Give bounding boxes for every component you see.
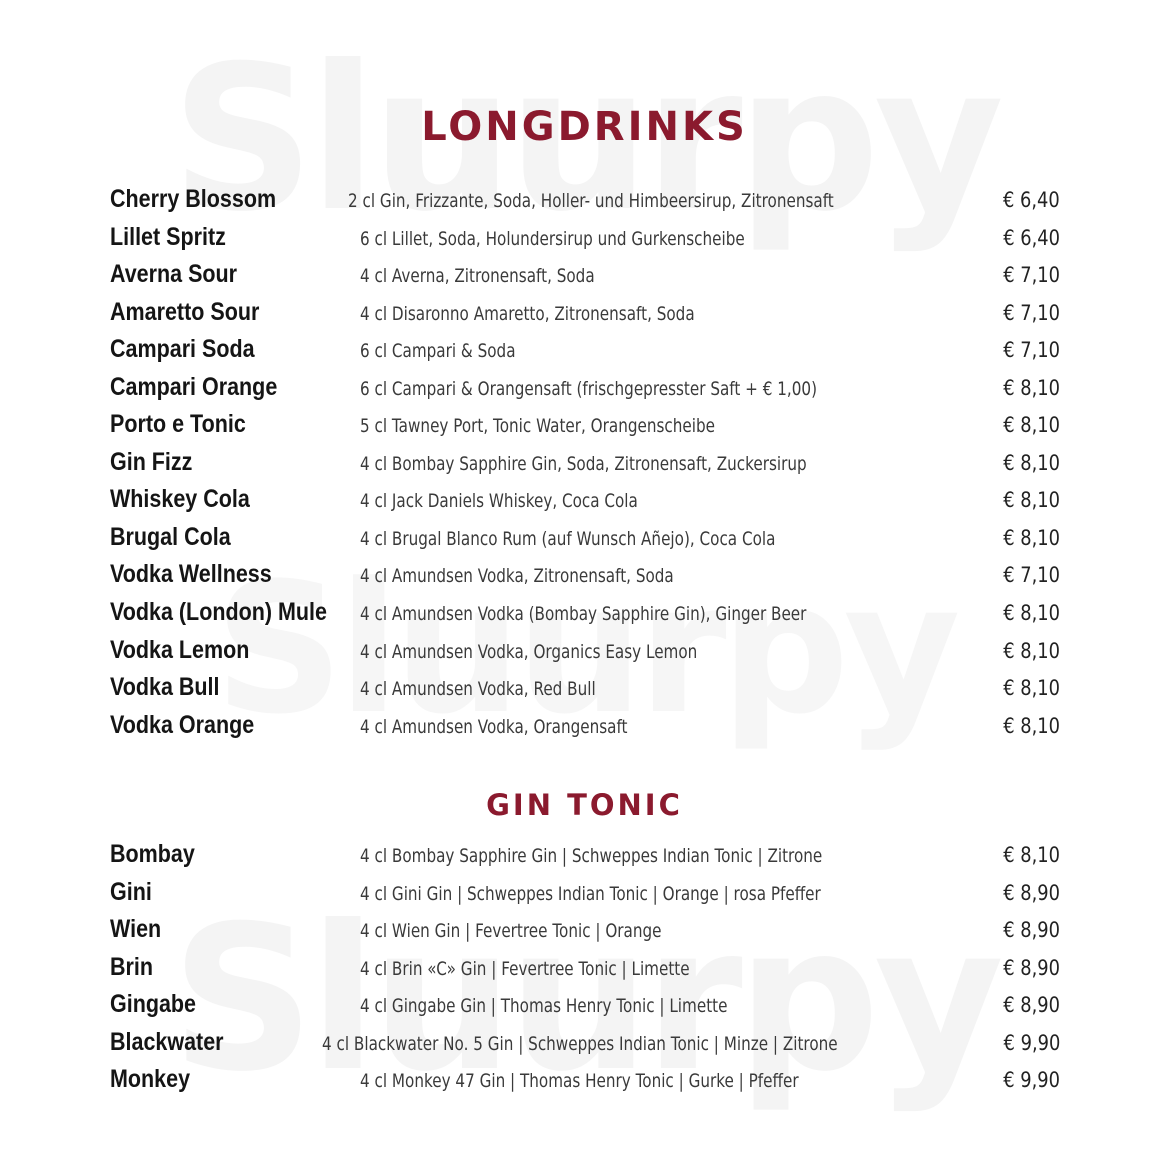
- item-price: € 9,90: [1003, 1068, 1060, 1093]
- item-name: Brin: [110, 952, 153, 981]
- item-name: Whiskey Cola: [110, 485, 250, 514]
- item-name: Bombay: [110, 840, 195, 868]
- menu-item: [110, 598, 1060, 636]
- item-name: Cherry Blossom: [110, 185, 277, 213]
- item-name: Gingabe: [110, 990, 197, 1019]
- item-price: € 8,10: [1003, 843, 1060, 867]
- item-description: 4 cl Bombay Sapphire Gin | Schweppes Indian Tonic | Zitrone: [360, 845, 823, 867]
- item-price: € 8,90: [1003, 918, 1060, 943]
- item-description: 4 cl Amundsen Vodka, Orangensaft: [360, 715, 628, 738]
- item-price: € 7,10: [1003, 263, 1060, 288]
- item-name: Averna Sour: [110, 260, 238, 289]
- item-description: 6 cl Lillet, Soda, Holundersirup und Gurkenscheibe: [360, 227, 745, 250]
- menu-item: [110, 373, 1060, 411]
- item-price: € 8,10: [1003, 676, 1060, 701]
- item-price: € 8,10: [1003, 601, 1060, 626]
- item-description: 4 cl Brin «C» Gin | Fevertree Tonic | Limette: [360, 957, 690, 980]
- item-name: Porto e Tonic: [110, 410, 246, 439]
- item-name: Vodka Lemon: [110, 635, 250, 664]
- item-name: Vodka (London) Mule: [110, 598, 327, 627]
- item-price: € 6,40: [1003, 225, 1060, 250]
- item-description: 5 cl Tawney Port, Tonic Water, Orangenscheibe: [360, 415, 715, 438]
- item-price: € 6,40: [1003, 188, 1060, 212]
- item-description: 4 cl Brugal Blanco Rum (auf Wunsch Añejo), Coca Cola: [360, 527, 776, 550]
- item-price: € 8,10: [1003, 713, 1060, 738]
- menu-item: [110, 298, 1060, 336]
- menu-item: [110, 878, 1060, 916]
- menu-item: [110, 636, 1060, 674]
- item-name: Campari Soda: [110, 335, 255, 364]
- item-description: 2 cl Gin, Frizzante, Soda, Holler- und Himbeersirup, Zitronensaft: [348, 190, 834, 212]
- item-description: 4 cl Wien Gin | Fevertree Tonic | Orange: [360, 920, 662, 943]
- menu-item: [110, 448, 1060, 486]
- menu-item: [110, 915, 1060, 953]
- menu-item: [110, 223, 1060, 261]
- item-name: Lillet Spritz: [110, 222, 226, 251]
- menu-item: [110, 990, 1060, 1028]
- menu-item: [110, 335, 1060, 373]
- item-description: 4 cl Averna, Zitronensaft, Soda: [360, 265, 595, 288]
- item-name: Wien: [110, 915, 162, 944]
- menu-item: [110, 410, 1060, 448]
- menu-item: [110, 1065, 1060, 1103]
- menu-item: [110, 840, 1060, 878]
- menu-item: [110, 260, 1060, 298]
- item-name: Vodka Orange: [110, 710, 255, 739]
- gin-tonic-list: [110, 840, 1060, 1103]
- item-name: Campari Orange: [110, 372, 278, 401]
- item-description: 6 cl Campari & Soda: [360, 340, 516, 363]
- item-name: Vodka Wellness: [110, 560, 272, 589]
- item-price: € 8,10: [1003, 525, 1060, 550]
- item-price: € 8,90: [1003, 955, 1060, 980]
- item-description: 4 cl Gini Gin | Schweppes Indian Tonic | Orange | rosa Pfeffer: [360, 882, 821, 905]
- item-price: € 8,10: [1003, 488, 1060, 513]
- item-name: Monkey: [110, 1065, 191, 1094]
- item-description: 4 cl Bombay Sapphire Gin, Soda, Zitronensaft, Zuckersirup: [360, 452, 807, 475]
- item-price: € 8,10: [1003, 450, 1060, 475]
- item-name: Gin Fizz: [110, 447, 193, 476]
- menu-item: [110, 523, 1060, 561]
- item-description: 4 cl Monkey 47 Gin | Thomas Henry Tonic | Gurke | Pfeffer: [360, 1070, 799, 1093]
- menu-item: [110, 485, 1060, 523]
- menu-item: [110, 1028, 1060, 1066]
- item-price: € 8,10: [1003, 413, 1060, 438]
- menu-item: [110, 185, 1060, 223]
- item-price: € 8,90: [1003, 880, 1060, 905]
- menu-item: [110, 673, 1060, 711]
- item-description: 4 cl Blackwater No. 5 Gin | Schweppes Indian Tonic | Minze | Zitrone: [322, 1032, 838, 1055]
- item-price: € 7,10: [1003, 338, 1060, 363]
- item-price: € 8,10: [1003, 638, 1060, 663]
- item-description: 4 cl Gingabe Gin | Thomas Henry Tonic | Limette: [360, 995, 728, 1018]
- item-description: 6 cl Campari & Orangensaft (frischgepresster Saft + € 1,00): [360, 377, 817, 400]
- item-name: Amaretto Sour: [110, 297, 260, 326]
- item-description: 4 cl Jack Daniels Whiskey, Coca Cola: [360, 490, 638, 513]
- item-description: 4 cl Amundsen Vodka (Bombay Sapphire Gin), Ginger Beer: [360, 603, 807, 626]
- item-description: 4 cl Amundsen Vodka, Red Bull: [360, 678, 596, 701]
- item-name: Vodka Bull: [110, 673, 220, 702]
- item-description: 4 cl Amundsen Vodka, Zitronensaft, Soda: [360, 565, 674, 588]
- item-description: 4 cl Amundsen Vodka, Organics Easy Lemon: [360, 640, 698, 663]
- menu-item: [110, 953, 1060, 991]
- menu-item: [110, 560, 1060, 598]
- item-price: € 9,90: [1003, 1030, 1060, 1055]
- item-name: Blackwater: [110, 1027, 224, 1056]
- item-price: € 8,10: [1003, 375, 1060, 400]
- item-name: Gini: [110, 877, 152, 906]
- item-price: € 8,90: [1003, 993, 1060, 1018]
- item-price: € 7,10: [1003, 300, 1060, 325]
- item-name: Brugal Cola: [110, 522, 231, 551]
- longdrinks-title: LONGDRINKS: [421, 104, 748, 150]
- item-price: € 7,10: [1003, 563, 1060, 588]
- gin-tonic-title: GIN TONIC: [486, 788, 683, 822]
- longdrinks-list: [110, 185, 1060, 748]
- menu-item: [110, 711, 1060, 749]
- item-description: 4 cl Disaronno Amaretto, Zitronensaft, Soda: [360, 302, 695, 325]
